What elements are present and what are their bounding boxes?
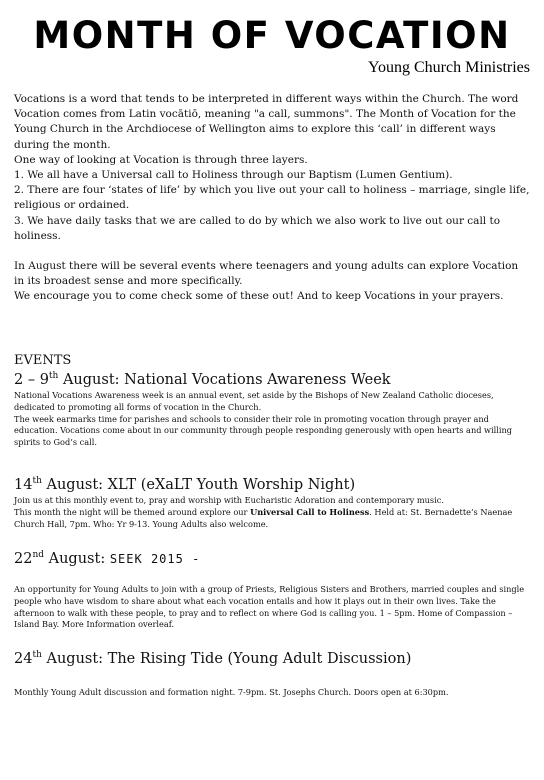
page-subtitle: Young Church Ministries (368, 59, 530, 76)
event-paragraph: Join us at this monthly event to, pray and worship with Eucharistic Adoration and contemporary music. (14, 495, 444, 505)
event-title: August: (44, 551, 110, 567)
intro-paragraph: Vocations is a word that tends to be interpreted in different ways within the Church. The word Vocation comes from Latin vocātiō, meaning "a call, summons". The Month of Vocation for the Young Church in the Archdiocese of Wellington aims to explore this ‘call’ in different ways during the month. (14, 93, 519, 151)
event-rising-tide (14, 650, 532, 699)
event-paragraph: The week earmarks time for parishes and schools to consider their role in promoting vocation through prayer and education. Vocations come about in our community through people responding generously with open hearts and willing spirits to God’s call. (14, 413, 513, 448)
event-date: 2 – 9 (14, 372, 49, 388)
emphasis-text: Universal Call to Holiness (250, 506, 370, 517)
intro-paragraph: One way of looking at Vocation is through three layers. (14, 153, 308, 166)
event-heading (14, 371, 532, 390)
intro-paragraph: In August there will be several events where teenagers and young adults can explore Vocation in its broadest sense and more specifically. (14, 260, 519, 288)
text-run: . Held at: St. Bernadette’s Naenae Church Hall, 7pm. Who: Yr 9-13. Young Adults also welcome. (14, 506, 513, 529)
event-national-vocations-week (14, 371, 532, 449)
event-heading (14, 550, 532, 569)
text-run: This month the night will be themed around explore our (14, 506, 251, 517)
event-paragraph: Monthly Young Adult discussion and formation night. 7-9pm. St. Josephs Church. Doors open at 6:30pm. (14, 687, 449, 697)
event-title: August: XLT (eXaLT Youth Worship Night) (41, 477, 356, 493)
date-suffix: th (32, 650, 42, 661)
intro-paragraph: We encourage you to come check some of these out! And to keep Vocations in your prayers. (14, 290, 504, 303)
intro-list-item: 3. We have daily tasks that we are called to do by which we also work to live out our call to holiness. (14, 214, 501, 242)
date-suffix: nd (32, 550, 45, 561)
event-paragraph: An opportunity for Young Adults to join with a group of Priests, Religious Sisters and Brothers, married couples and single people who have wisdom to share about what each vocation entails and how it plays out in their own lives. Take the afternoon to walk with these people, to pray and to reflect on where God is calling you. 1 – 5pm. Home of Compassion – Island Bay. More Information overleaf. (14, 584, 525, 630)
event-title: August: National Vocations Awareness Week (58, 372, 391, 388)
event-description (14, 584, 532, 631)
date-suffix: th (32, 476, 42, 487)
intro-list-item: 2. There are four ‘states of life’ by which you live out your call to holiness – marriage, single life, religious or ordained. (14, 184, 530, 212)
event-seek-2015 (14, 550, 532, 631)
page-title: MONTH OF VOCATION (33, 14, 511, 57)
event-description (14, 687, 532, 699)
event-description (14, 495, 532, 530)
events-heading: EVENTS (14, 353, 72, 368)
event-date: 22 (14, 551, 33, 567)
date-suffix: th (48, 371, 59, 382)
seek-logo-text: SEEK 2015 - (109, 552, 201, 566)
event-date: 14 (14, 477, 33, 493)
event-heading (14, 476, 532, 495)
event-xlt (14, 476, 532, 530)
event-paragraph (14, 507, 532, 531)
intro-list-item: 1. We all have a Universal call to Holiness through our Baptism (Lumen Gentium). (14, 169, 453, 182)
event-paragraph: National Vocations Awareness week is an annual event, set aside by the Bishops of New Zealand Catholic dioceses, dedicated to promoting all forms of vocation in the Church. (14, 390, 494, 412)
event-heading (14, 650, 532, 669)
event-title: August: The Rising Tide (Young Adult Discussion) (41, 651, 412, 667)
event-description (14, 390, 532, 449)
spacer (14, 244, 530, 259)
event-date: 24 (14, 651, 33, 667)
intro-section (14, 92, 530, 305)
